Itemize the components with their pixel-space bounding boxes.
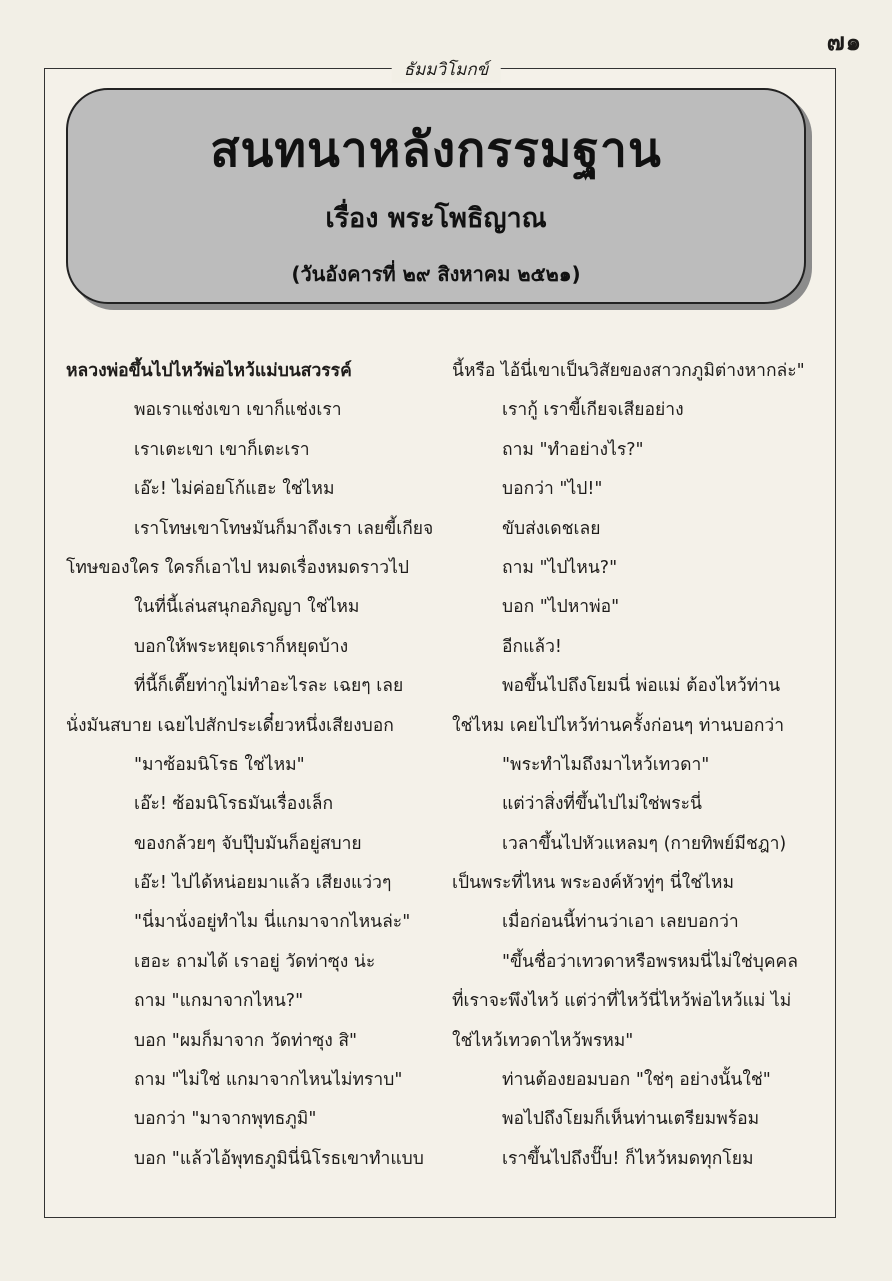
- right-text-line: แต่ว่าสิ่งที่ขึ้นไปไม่ใช่พระนี่: [502, 794, 702, 815]
- right-text-line: ใช่ไหม เคยไปไหว้ท่านครั้งก่อนๆ ท่านบอกว่า: [452, 715, 785, 736]
- page-number: ๗๑: [826, 28, 862, 56]
- right-text-line: นี้หรือ ไอ้นี่เขาเป็นวิสัยของสาวกภูมิต่างหากล่ะ": [452, 361, 805, 381]
- left-column: [66, 352, 432, 1179]
- left-text-line: หลวงพ่อขึ้นไปไหว้พ่อไหว้แม่บนสวรรค์: [66, 361, 352, 381]
- left-text-line: นั่งมันสบาย เฉยไปสักประเดี๋ยวหนึ่งเสียงบอก: [66, 715, 394, 736]
- left-text-line: ถาม "ไม่ใช่ แกมาจากไหนไม่ทราบ": [134, 1070, 403, 1091]
- right-text-line: เรากู้ เราขี้เกียจเสียอย่าง: [502, 400, 684, 421]
- right-text-line: "พระทำไมถึงมาไหว้เทวดา": [502, 754, 710, 775]
- left-text-line: ถาม "แกมาจากไหน?": [134, 991, 304, 1012]
- right-text-line: ที่เราจะพึงไหว้ แต่ว่าที่ไหว้นี่ไหว้พ่อไหว้แม่ ไม่: [452, 991, 792, 1012]
- right-text-line: เวลาขึ้นไปหัวแหลมๆ (กายทิพย์มีชฎา): [502, 833, 787, 854]
- right-text-line: ท่านต้องยอมบอก "ใช่ๆ อย่างนั้นใช่": [502, 1070, 771, 1091]
- right-text-line: ถาม "ไปไหน?": [502, 557, 618, 578]
- left-text-line: เอ๊ะ! ซ้อมนิโรธมันเรื่องเล็ก: [134, 794, 334, 815]
- left-text-line: ในที่นี้เล่นสนุกอภิญญา ใช่ไหม: [134, 597, 360, 618]
- left-text-line: เฮอะ ถามได้ เราอยู่ วัดท่าซุง น่ะ: [134, 951, 376, 972]
- right-text-line: เมื่อก่อนนี้ท่านว่าเอา เลยบอกว่า: [502, 912, 739, 933]
- right-text-line: อีกแล้ว!: [502, 636, 562, 657]
- left-text-line: "มาซ้อมนิโรธ ใช่ไหม": [134, 754, 305, 775]
- right-text-line: บอก "ไปหาพ่อ": [502, 597, 620, 618]
- left-text-line: เอ๊ะ! ไปได้หน่อยมาแล้ว เสียงแว่วๆ: [134, 873, 392, 894]
- left-text-line: เอ๊ะ! ไม่ค่อยโก้แฮะ ใช่ไหม: [134, 479, 335, 500]
- left-text-line: เราโทษเขาโทษมันก็มาถึงเรา เลยขี้เกียจ: [134, 518, 434, 539]
- right-text-line: ใช่ไหว้เทวดาไหว้พรหม": [452, 1030, 634, 1051]
- right-text-line: บอกว่า "ไป!": [502, 479, 603, 500]
- right-text-line: ถาม "ทำอย่างไร?": [502, 439, 644, 460]
- left-text-line: บอกให้พระหยุดเราก็หยุดบ้าง: [134, 636, 349, 657]
- left-text-line: บอกว่า "มาจากพุทธภูมิ": [134, 1109, 317, 1130]
- right-column: [452, 352, 822, 1179]
- running-head: ธัมมวิโมกข์: [392, 56, 501, 83]
- date-line: (วันอังคารที่ ๒๙ สิงหาคม ๒๕๒๑): [291, 262, 581, 286]
- right-text-line: เป็นพระที่ไหน พระองค์หัวทู่ๆ นี่ใช่ไหม: [452, 873, 734, 894]
- left-text-line: เราเตะเขา เขาก็เตะเรา: [134, 439, 310, 460]
- left-text-line: บอก "ผมก็มาจาก วัดท่าซุง สิ": [134, 1030, 358, 1051]
- right-text-line: พอไปถึงโยมก็เห็นท่านเตรียมพร้อม: [502, 1109, 760, 1130]
- page-title: สนทนาหลังกรรมฐาน: [210, 122, 662, 178]
- right-text-line: "ขึ้นชื่อว่าเทวดาหรือพรหมนี่ไม่ใช่บุคคล: [502, 951, 798, 972]
- left-text-line: "นี่มานั่งอยู่ทำไม นี่แกมาจากไหนล่ะ": [134, 912, 411, 933]
- left-text-line: พอเราแช่งเขา เขาก็แช่งเรา: [134, 400, 342, 421]
- left-text-line: ที่นี้ก็เตี๊ยท่ากูไม่ทำอะไรละ เฉยๆ เลย: [134, 676, 404, 697]
- left-text-line: บอก "แล้วไอ้พุทธภูมินี่นิโรธเขาทำแบบ: [134, 1148, 424, 1169]
- right-text-line: ขับส่งเดชเลย: [502, 518, 601, 539]
- page-subtitle: เรื่อง พระโพธิญาณ: [325, 203, 547, 234]
- left-text-line: ของกล้วยๆ จับปุ๊บมันก็อยู่สบาย: [134, 833, 362, 854]
- right-text-line: พอขึ้นไปถึงโยมนี่ พ่อแม่ ต้องไหว้ท่าน: [502, 676, 781, 697]
- title-banner: [66, 88, 806, 304]
- right-text-line: เราขึ้นไปถึงปั๊บ! ก็ไหว้หมดทุกโยม: [502, 1148, 754, 1169]
- left-text-line: โทษของใคร ใครก็เอาไป หมดเรื่องหมดราวไป: [66, 557, 410, 578]
